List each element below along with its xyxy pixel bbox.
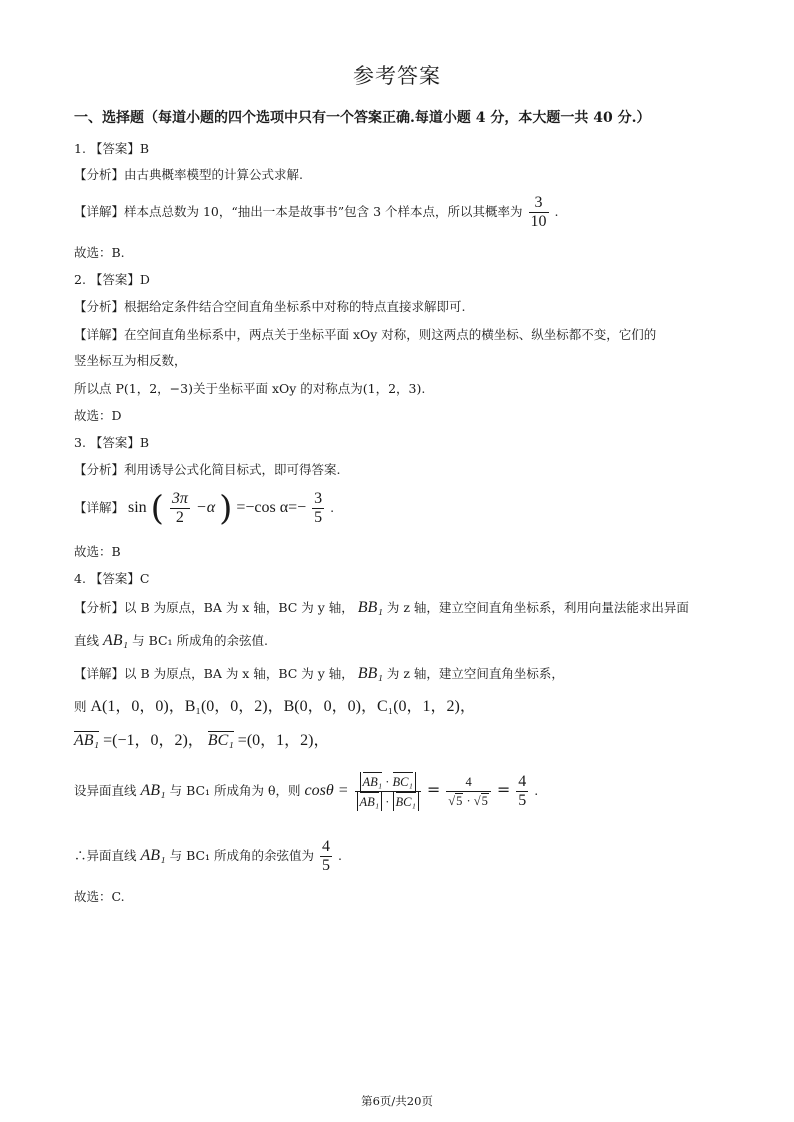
q4-angle: 设异面直线 AB₁ 与 BC₁ 所成角为 θ，则 cosθ = $\frac{\text{AB₁ · BC₁}}{\text{AB₁ · BC₁}}$ = $\frac{4}{√5 \cdot √5}$ = $\frac{4}{5}$ . <box>74 773 539 809</box>
q4-root-fraction <box>446 773 491 810</box>
q4-answer: 4. 【答案】C <box>74 571 150 586</box>
q4-angle-mid: 与 BC₁ 所成角为 θ，则 <box>169 783 301 798</box>
q4-vectors <box>74 731 329 750</box>
q4-angle-end: . <box>534 783 539 798</box>
q4-vector-ab1-value: =(−1，0，2)， <box>103 732 204 749</box>
q4-coords-prefix: 则 <box>74 699 87 714</box>
q4-vector-bc1-value: =(0，1，2)， <box>237 732 330 749</box>
q4-cos-fraction <box>355 772 421 811</box>
q4-concl-ab1: AB₁ <box>140 847 166 864</box>
q3-den2: 5 <box>314 509 323 526</box>
q2-answer: 2. 【答案】D <box>74 272 150 287</box>
q2-analysis: 【分析】根据给定条件结合空间直角坐标系中对称的特点直接求解即可. <box>74 299 466 314</box>
q3-analysis: 【分析】利用诱导公式化简目标式，即可得答案. <box>74 462 341 477</box>
q4-root-den: √5 · √5 <box>448 794 488 808</box>
q4-concl-fraction <box>320 838 332 875</box>
q4-analysis2-b: 与 BC₁ 所成角的余弦值. <box>132 633 269 648</box>
q3-sin: sin <box>128 499 147 516</box>
q1-fraction <box>529 194 549 231</box>
q4-analysis-rest: 为 z 轴，建立空间直角坐标系，利用向量法能求出异面 <box>386 600 689 615</box>
q4-concl-prefix: ∴异面直线 <box>74 848 137 863</box>
q4-analysis-line1 <box>74 599 689 617</box>
q4-cos-vec-ab: AB₁ <box>363 772 383 790</box>
q4-concl-num: 4 <box>322 838 331 855</box>
q4-cos-den-bc: BC₁ <box>396 792 416 810</box>
q4-cos-den-ab: AB₁ <box>360 792 380 810</box>
page-title: 参考答案 <box>353 64 441 88</box>
q1-detail-text: 【详解】样本点总数为 10，“抽出一本是故事书”包含 3 个样本点，所以其概率为 <box>74 204 523 219</box>
q4-cos-vec-bc: BC₁ <box>393 772 413 790</box>
q4-angle-prefix: 设异面直线 <box>74 783 137 798</box>
q3-right-paren: ) <box>219 488 233 529</box>
q3-num1: 3π <box>171 490 188 507</box>
q4-angle-ab1: AB₁ <box>140 782 166 799</box>
q4-vector-bc1: BC₁ <box>207 732 234 749</box>
section-heading: 一、选择题（每道小题的四个选项中只有一个答案正确.每道小题 4 分，本大题一共 40 分.） <box>74 110 651 126</box>
q3-left-paren: ( <box>150 488 164 529</box>
q4-analysis2-a: 直线 <box>74 633 100 648</box>
q1-detail <box>74 194 559 231</box>
q2-choice: 故选：D <box>74 408 122 423</box>
q4-detail-rest: 为 z 轴，建立空间直角坐标系， <box>386 666 564 681</box>
q4-ab1: AB₁ <box>103 632 129 649</box>
q4-detail-line1 <box>74 665 564 683</box>
q4-concl-den: 5 <box>322 857 331 874</box>
q4-analysis-text: 【分析】以 B 为原点，BA 为 x 轴，BC 为 y 轴， <box>74 600 354 615</box>
q4-coords-values: A(1，0，0)，B₁(0，0，2)，B(0，0，0)，C₁(0，1，2)， <box>90 698 476 715</box>
q1-frac-num: 3 <box>529 194 549 213</box>
q3-choice: 故选：B <box>74 544 121 559</box>
q4-root-a: 5 <box>456 794 463 808</box>
q4-root-b: 5 <box>481 794 488 808</box>
q2-detail-line1: 【详解】在空间直角坐标系中，两点关于坐标平面 xOy 对称，则这两点的横坐标、纵坐标都不变，它们的 <box>74 327 657 342</box>
q4-result-fraction <box>516 773 528 810</box>
q4-result-den: 5 <box>518 792 527 809</box>
q1-frac-den: 10 <box>530 213 547 230</box>
q4-analysis-line2 <box>74 632 268 650</box>
q4-cos-den: AB₁ · BC₁ <box>355 792 421 811</box>
q1-choice: 故选：B. <box>74 245 125 260</box>
q3-minus-alpha: −α <box>195 499 216 516</box>
q4-cos-num: AB₁ · BC₁ <box>355 772 421 792</box>
page-footer: 第6页/共20页 <box>361 1094 433 1108</box>
q3-fraction-1 <box>170 490 190 527</box>
q4-cos: cosθ = <box>304 782 349 799</box>
q2-detail-line2: 竖坐标互为相反数， <box>74 353 187 368</box>
q4-detail-bb1: BB₁ <box>357 665 383 682</box>
q2-detail-line3: 所以点 P(1，2，−3)关于坐标平面 xOy 的对称点为(1，2，3). <box>74 381 426 396</box>
q3-detail <box>74 490 334 527</box>
q3-num2: 3 <box>314 490 323 507</box>
q4-concl-mid: 与 BC₁ 所成角的余弦值为 <box>169 848 315 863</box>
q4-vector-ab1: AB₁ <box>74 732 100 749</box>
q3-equation: =−cos α=− <box>236 499 307 516</box>
q3-den1: 2 <box>175 509 184 526</box>
q4-root-num: 4 <box>446 773 491 792</box>
q3-end: . <box>330 500 335 515</box>
q4-bb1: BB₁ <box>357 599 383 616</box>
q3-detail-label: 【详解】 <box>74 500 125 515</box>
q1-analysis: 【分析】由古典概率模型的计算公式求解. <box>74 167 303 182</box>
q4-choice: 故选：C. <box>74 889 125 904</box>
q1-detail-end: . <box>554 204 559 219</box>
q4-detail-text: 【详解】以 B 为原点，BA 为 x 轴，BC 为 y 轴， <box>74 666 354 681</box>
q3-fraction-2 <box>312 490 324 527</box>
q3-answer: 3. 【答案】B <box>74 435 150 450</box>
q4-coords <box>74 698 476 716</box>
q4-concl-end: . <box>338 848 342 863</box>
q4-result-num: 4 <box>518 773 527 790</box>
q1-answer: 1. 【答案】B <box>74 141 150 156</box>
q4-conclusion <box>74 838 342 875</box>
